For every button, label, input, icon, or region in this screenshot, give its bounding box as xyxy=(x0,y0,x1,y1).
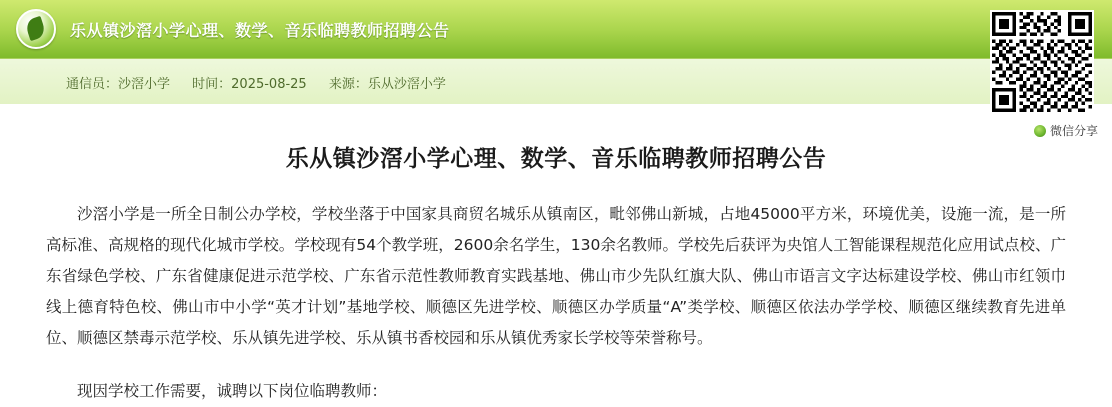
meta-author: 通信员：沙滘小学 xyxy=(66,76,171,92)
wechat-share-button[interactable] xyxy=(990,122,1098,139)
banner-title: 乐从镇沙滘小学心理、数学、音乐临聘教师招聘公告 xyxy=(70,20,450,40)
article-paragraph-1: 沙滘小学是一所全日制公办学校，学校坐落于中国家具商贸名城乐从镇南区，毗邻佛山新城，占地45000平方米，环境优美，设施一流，是一所高标准、高规格的现代化城市学校。学校现有54个教学班，2600余名学生，130余名教师。学校先后获评为央馆人工智能课程规范化应用试点校、广东省绿色学校、广东省健康促进示范学校、广东省示范性教师教育实践基地、佛山市少先队红旗大队、佛山市语言文字达标建设学校、佛山市红领巾线上德育特色校、佛山市中小学“英才计划”基地学校、顺德区先进学校、顺德区办学质量“A”类学校、顺德区依法办学学校、顺德区继续教育先进单位、顺德区禁毒示范学校、乐从镇先进学校、乐从镇书香校园和乐从镇优秀家长学校等荣誉称号。 xyxy=(46,205,1066,347)
wechat-share-block[interactable] xyxy=(990,10,1098,139)
article-paragraph-2: 现因学校工作需要，诚聘以下岗位临聘教师： xyxy=(77,382,388,400)
qr-code-icon xyxy=(990,10,1094,114)
meta-time: 时间：2025-08-25 xyxy=(192,76,307,92)
article-meta xyxy=(66,73,464,92)
wechat-share-label: 微信分享 xyxy=(1049,124,1098,138)
page-title: 乐从镇沙滘小学心理、数学、音乐临聘教师招聘公告 xyxy=(285,146,827,172)
meta-source: 来源：乐从沙滘小学 xyxy=(328,76,446,92)
article-body xyxy=(0,140,1112,407)
leaf-logo-icon xyxy=(16,9,56,49)
page-header-banner xyxy=(0,0,1112,104)
banner-title-bar xyxy=(0,0,1112,58)
wechat-icon xyxy=(1034,125,1046,137)
banner-meta-bar xyxy=(0,58,1112,104)
